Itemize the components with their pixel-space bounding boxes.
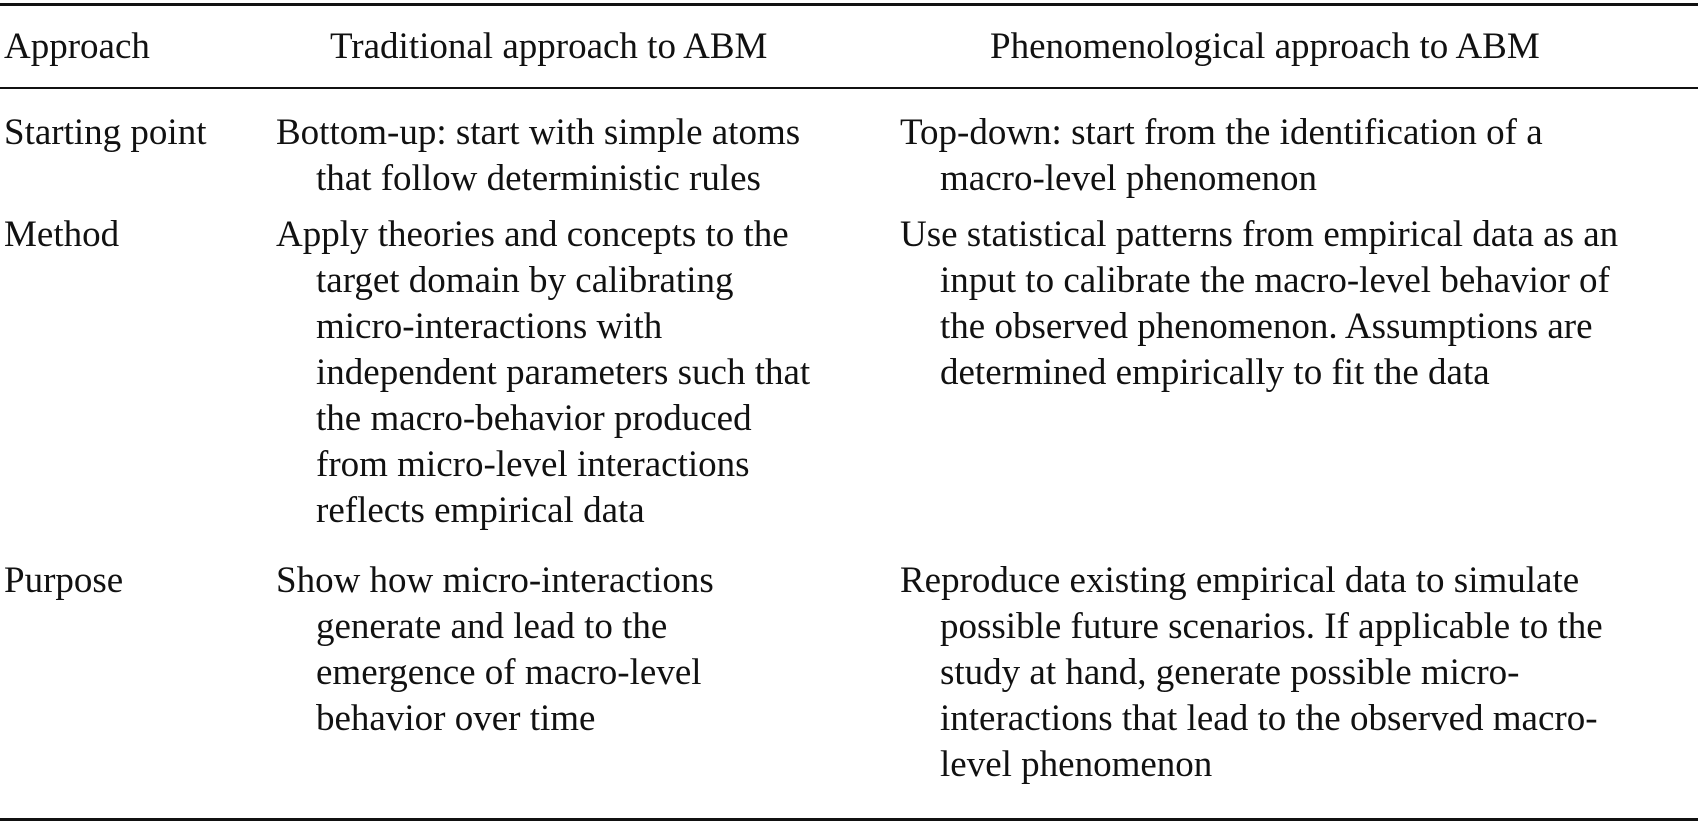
cell-line: macro-level phenomenon xyxy=(940,158,1318,199)
cell-traditional-method xyxy=(276,212,810,534)
cell-line: reflects empirical data xyxy=(316,490,645,531)
cell-line: Show how micro-interactions xyxy=(276,560,714,601)
cell-phenomenological-starting-point xyxy=(900,110,1543,202)
cell-line: that follow deterministic rules xyxy=(316,158,761,199)
cell-line: possible future scenarios. If applicable to the xyxy=(940,606,1603,647)
cell-line: emergence of macro-level xyxy=(316,652,702,693)
row-label-method: Method xyxy=(4,214,120,255)
cell-line: Top-down: start from the identification of a xyxy=(900,112,1543,153)
cell-line: behavior over time xyxy=(316,698,596,739)
header-traditional: Traditional approach to ABM xyxy=(330,26,768,67)
cell-line: the observed phenomenon. Assumptions are xyxy=(940,306,1593,347)
cell-line: the macro-behavior produced xyxy=(316,398,752,439)
row-label-starting-point: Starting point xyxy=(4,112,207,153)
cell-line: Bottom-up: start with simple atoms xyxy=(276,112,801,153)
cell-line: target domain by calibrating xyxy=(316,260,734,301)
table-bottom-rule xyxy=(0,818,1698,821)
table-top-rule xyxy=(0,3,1698,6)
cell-line: interactions that lead to the observed macro- xyxy=(940,698,1598,739)
cell-line: determined empirically to fit the data xyxy=(940,352,1490,393)
cell-line: Use statistical patterns from empirical data as an xyxy=(900,214,1619,255)
cell-line: generate and lead to the xyxy=(316,606,668,647)
cell-traditional-starting-point xyxy=(276,110,800,202)
cell-phenomenological-purpose xyxy=(900,558,1603,788)
cell-line: study at hand, generate possible micro- xyxy=(940,652,1520,693)
header-phenomenological: Phenomenological approach to ABM xyxy=(990,26,1540,67)
cell-traditional-purpose xyxy=(276,558,714,742)
cell-line: from micro-level interactions xyxy=(316,444,750,485)
cell-line: micro-interactions with xyxy=(316,306,663,347)
cell-line: Reproduce existing empirical data to simulate xyxy=(900,560,1580,601)
header-approach: Approach xyxy=(4,26,150,67)
table-header-rule xyxy=(0,87,1698,89)
cell-line: level phenomenon xyxy=(940,744,1213,785)
row-label-purpose: Purpose xyxy=(4,560,124,601)
cell-line: independent parameters such that xyxy=(316,352,811,393)
cell-line: Apply theories and concepts to the xyxy=(276,214,789,255)
cell-phenomenological-method xyxy=(900,212,1618,396)
cell-line: input to calibrate the macro-level behavior of xyxy=(940,260,1610,301)
